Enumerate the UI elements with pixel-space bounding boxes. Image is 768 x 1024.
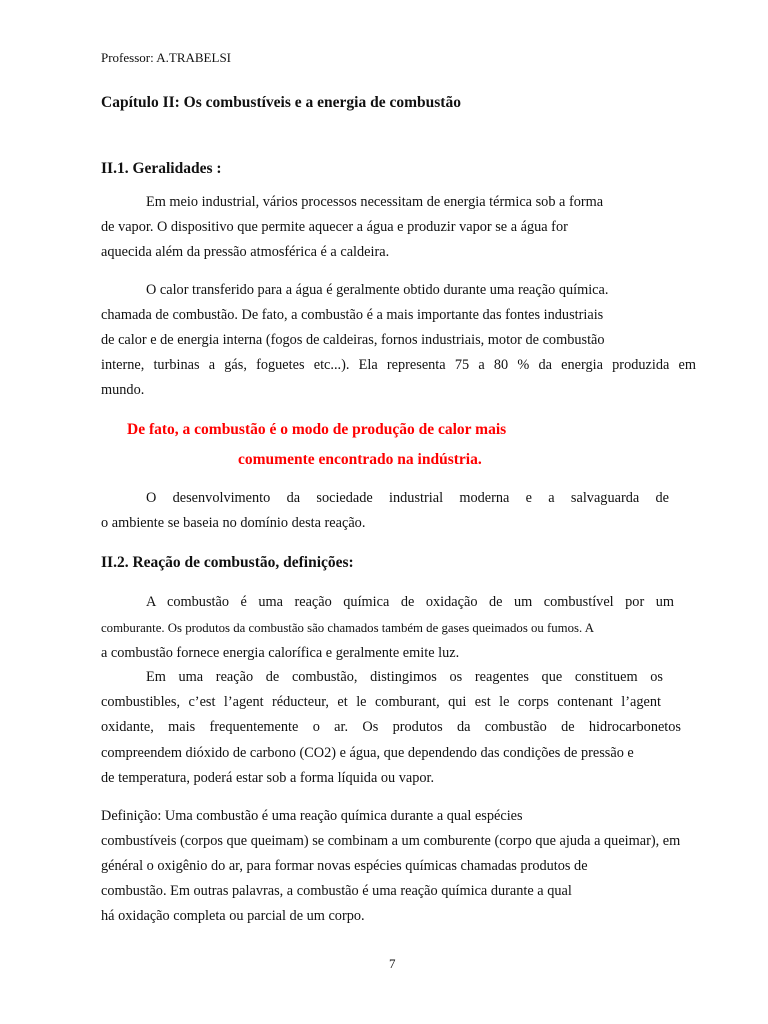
paragraph-line: comburante. Os produtos da combustão são chamados também de gases queimados ou fumos. A [101, 621, 594, 635]
paragraph-line: A combustão é uma reação química de oxidação de um combustível por um [146, 594, 674, 610]
section-heading-combustion-reaction: II.2. Reação de combustão, definições: [101, 554, 354, 571]
paragraph-line: o ambiente se baseia no domínio desta reação. [101, 515, 366, 531]
definition-line: combustíveis (corpos que queimam) se combinam a um comburente (corpo que ajuda a queimar), em [101, 833, 681, 849]
paragraph-line: mundo. [101, 382, 145, 398]
highlight-statement: De fato, a combustão é o modo de produção de calor mais [127, 421, 507, 438]
paragraph-line: oxidante, mais frequentemente o ar. Os produtos da combustão de hidrocarbonetos [101, 719, 681, 735]
definition-line: général o oxigênio do ar, para formar novas espécies químicas chamadas produtos de [101, 858, 588, 874]
definition-line: Definição: Uma combustão é uma reação química durante a qual espécies [101, 808, 523, 824]
section-heading-generalities: II.1. Geralidades : [101, 160, 222, 177]
paragraph-line: O desenvolvimento da sociedade industrial moderna e a salvaguarda de [146, 490, 669, 506]
paragraph-line: aquecida além da pressão atmosférica é a caldeira. [101, 244, 390, 260]
paragraph-line: de calor e de energia interna (fogos de caldeiras, fornos industriais, motor de combustão [101, 332, 605, 348]
paragraph-line: Em meio industrial, vários processos necessitam de energia térmica sob a forma [146, 194, 604, 210]
definition-line: combustão. Em outras palavras, a combustão é uma reação química durante a qual [101, 883, 572, 899]
professor-header: Professor: A.TRABELSI [101, 50, 231, 65]
paragraph-line: compreendem dióxido de carbono (CO2) e água, que dependendo das condições de pressão e [101, 745, 634, 761]
paragraph-line: combustibles, c’est l’agent réducteur, et le comburant, qui est le corps contenant l’agent [101, 694, 661, 710]
paragraph-line: de temperatura, poderá estar sob a forma líquida ou vapor. [101, 770, 435, 786]
chapter-title: Capítulo II: Os combustíveis e a energia de combustão [101, 94, 461, 111]
paragraph-line: Em uma reação de combustão, distingimos os reagentes que constituem os [146, 669, 663, 685]
paragraph-line: O calor transferido para a água é geralmente obtido durante uma reação química. [146, 282, 609, 298]
paragraph-line: a combustão fornece energia calorífica e geralmente emite luz. [101, 645, 460, 661]
definition-line: há oxidação completa ou parcial de um corpo. [101, 908, 365, 924]
highlight-statement: comumente encontrado na indústria. [238, 451, 482, 468]
paragraph-line: de vapor. O dispositivo que permite aquecer a água e produzir vapor se a água for [101, 219, 568, 235]
paragraph-line: chamada de combustão. De fato, a combustão é a mais importante das fontes industriais [101, 307, 604, 323]
paragraph-line: interne, turbinas a gás, foguetes etc...). Ela representa 75 a 80 % da energia produzida em [101, 357, 696, 373]
page-number: 7 [389, 956, 396, 971]
